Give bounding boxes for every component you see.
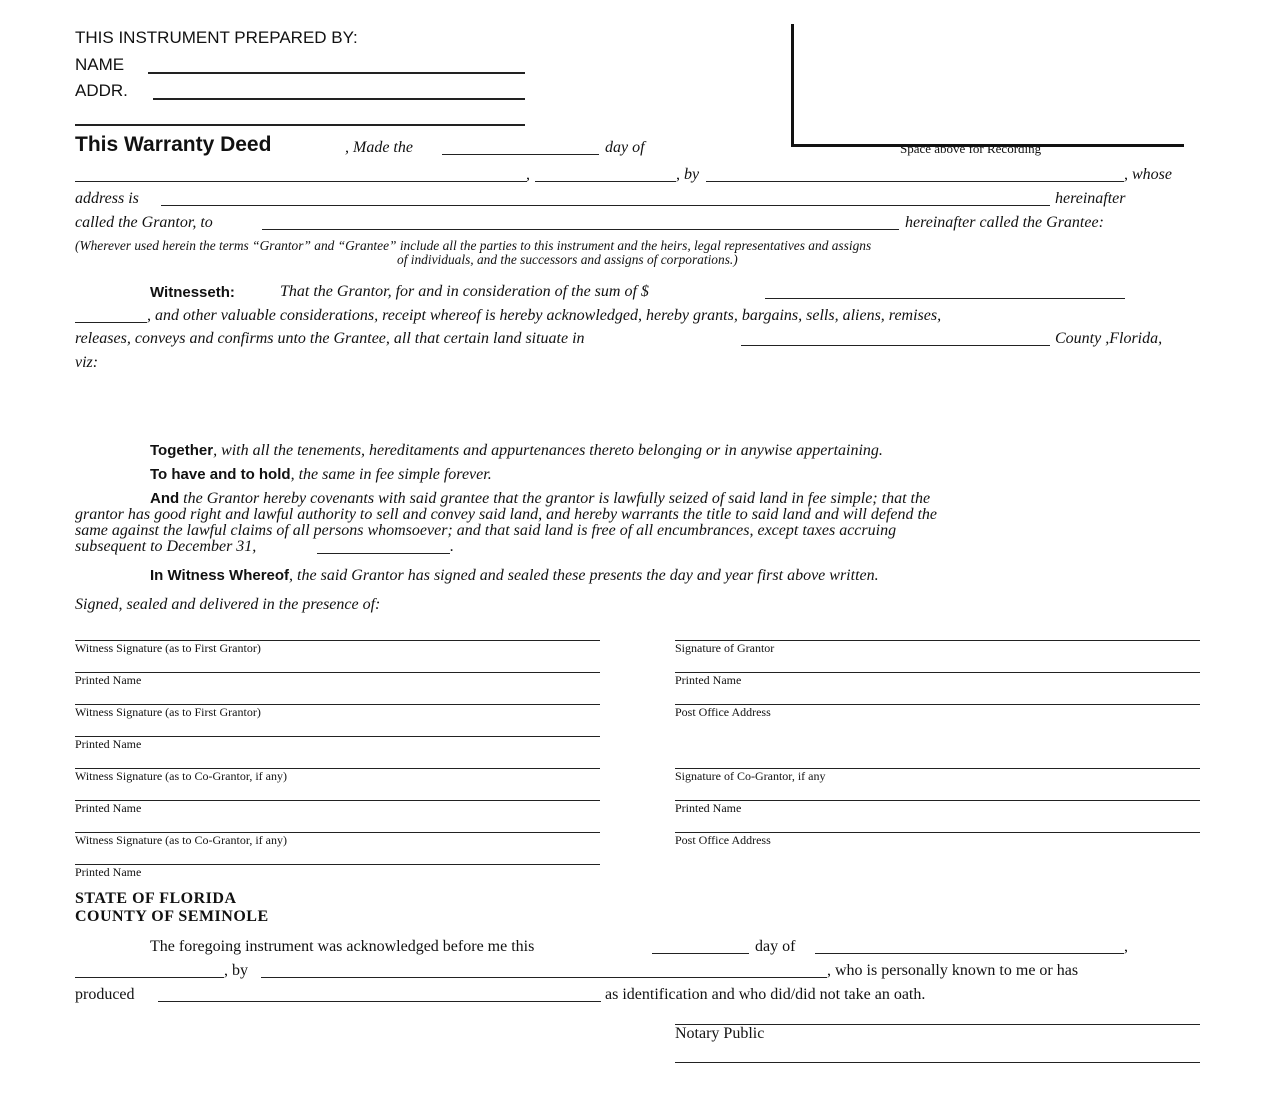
by-text: , by — [676, 166, 700, 183]
ack-produced-text: produced — [75, 986, 135, 1003]
and-line-2: grantor has good right and lawful authority to sell and convey said land, and hereby warrants the title to said land and will defend the — [75, 506, 938, 523]
grantor-address-label: Post Office Address — [675, 705, 771, 719]
notary-public-label: Notary Public — [675, 1025, 765, 1042]
made-day-field[interactable] — [442, 154, 599, 155]
whose-text: , whose — [1124, 166, 1172, 183]
address-is-text: address is — [75, 190, 139, 207]
and-heading: And — [150, 490, 180, 507]
recording-box-label: Space above for Recording — [900, 141, 1042, 156]
grantor-signature-label: Signature of Grantor — [675, 641, 775, 655]
signed-sealed-text: Signed, sealed and delivered in the presence of: — [75, 596, 381, 613]
december-year-field[interactable] — [317, 553, 450, 554]
hereinafter-text: hereinafter — [1055, 190, 1126, 207]
tohave-heading: To have and to hold — [150, 466, 291, 483]
hereinafter-grantee-text: hereinafter called the Grantee: — [905, 214, 1104, 231]
name-field-line[interactable] — [148, 72, 525, 74]
and-line-3: same against the lawful claims of all persons whomsoever; and that said land is free of all encumbrances, except taxes accruing — [75, 522, 897, 539]
called-grantor-text: called the Grantor, to — [75, 214, 213, 231]
witness-4-printed-line[interactable] — [75, 864, 600, 865]
day-of-text: day of — [605, 139, 645, 156]
grantor-year-field[interactable] — [535, 181, 676, 182]
ack-known-text: , who is personally known to me or has — [827, 962, 1079, 979]
witness-4-signature-label: Witness Signature (as to Co-Grantor, if any) — [75, 833, 287, 847]
witness-1-printed-line[interactable] — [75, 672, 600, 673]
viz-text: viz: — [75, 354, 99, 371]
grantor-printed-line[interactable] — [675, 672, 1200, 673]
county-florida-text: County ,Florida, — [1055, 330, 1163, 347]
ack-day-of-text: day of — [755, 938, 796, 955]
cograntor-printed-line[interactable] — [675, 800, 1200, 801]
by-field[interactable] — [706, 181, 1124, 182]
definition-line-2: of individuals, and the successors and assigns of corporations.) — [397, 252, 738, 267]
and-line-1: the Grantor hereby covenants with said grantee that the grantor is lawfully seized of said land in fee simple; that the — [183, 490, 931, 507]
witnesseth-line-2: , and other valuable considerations, receipt whereof is hereby acknowledged, hereby grants, bargains, sells, aliens, remises, — [147, 307, 942, 324]
cograntor-printed-label: Printed Name — [675, 801, 742, 815]
together-heading: Together — [150, 442, 214, 459]
recording-box — [791, 24, 1184, 147]
consideration-cents-field[interactable] — [75, 322, 147, 323]
witness-2-printed-line[interactable] — [75, 736, 600, 737]
ack-identification-field[interactable] — [158, 1001, 601, 1002]
together-text: , with all the tenements, hereditaments and appurtenances thereto belonging or in anywise appertaining. — [213, 442, 883, 459]
made-the-text: , Made the — [345, 139, 413, 156]
tohave-text: , the same in fee simple forever. — [290, 466, 492, 483]
name-label: NAME — [75, 55, 125, 74]
state-heading: STATE OF FLORIDA — [75, 890, 237, 907]
witness-3-signature-label: Witness Signature (as to Co-Grantor, if any) — [75, 769, 287, 783]
witness-2-signature-label: Witness Signature (as to First Grantor) — [75, 705, 261, 719]
witness-1-printed-label: Printed Name — [75, 673, 142, 687]
ack-comma-text: , — [1124, 938, 1128, 955]
and-line-4: subsequent to December 31, — [75, 538, 257, 555]
inwitness-heading: In Witness Whereof — [150, 567, 290, 584]
inwitness-text: , the said Grantor has signed and sealed these presents the day and year first above written. — [289, 567, 879, 584]
witnesseth-line-3: releases, conveys and confirms unto the Grantee, all that certain land situate in — [75, 330, 585, 347]
witness-3-printed-label: Printed Name — [75, 801, 142, 815]
ack-year-field[interactable] — [75, 977, 224, 978]
witness-2-printed-label: Printed Name — [75, 737, 142, 751]
deed-title: This Warranty Deed — [75, 133, 272, 156]
grantee-field[interactable] — [262, 229, 899, 230]
period-text: . — [450, 538, 454, 555]
consideration-amount-field[interactable] — [765, 298, 1125, 299]
tohave-clause — [150, 466, 492, 484]
ack-day-field[interactable] — [652, 953, 749, 954]
addr-label: ADDR. — [75, 81, 128, 100]
ack-by-text: , by — [224, 962, 248, 979]
county-field[interactable] — [741, 345, 1050, 346]
comma-text-1: , — [526, 166, 530, 183]
ack-month-field[interactable] — [815, 953, 1124, 954]
witness-3-printed-line[interactable] — [75, 800, 600, 801]
addr-field-line-2[interactable] — [75, 124, 525, 126]
prepared-by-heading: THIS INSTRUMENT PREPARED BY: — [75, 28, 358, 47]
notary-printed-line[interactable] — [675, 1062, 1200, 1063]
ack-text-1: The foregoing instrument was acknowledged before me this — [150, 938, 535, 955]
grantor-name-field[interactable] — [75, 181, 527, 182]
grantor-printed-label: Printed Name — [675, 673, 742, 687]
county-heading: COUNTY OF SEMINOLE — [75, 908, 269, 925]
cograntor-signature-label: Signature of Co-Grantor, if any — [675, 769, 826, 783]
ack-identification-text: as identification and who did/did not take an oath. — [605, 986, 926, 1003]
together-clause — [150, 442, 883, 460]
definition-line-1: (Wherever used herein the terms “Grantor” and “Grantee” include all the parties to this instrument and the heirs, legal representatives and assigns — [75, 238, 872, 253]
witness-1-signature-label: Witness Signature (as to First Grantor) — [75, 641, 261, 655]
grantor-address-field[interactable] — [161, 205, 1050, 206]
witnesseth-line-1: That the Grantor, for and in consideration of the sum of $ — [280, 283, 649, 300]
addr-field-line-1[interactable] — [153, 98, 525, 100]
witnesseth-heading: Witnesseth: — [150, 284, 235, 301]
cograntor-address-label: Post Office Address — [675, 833, 771, 847]
inwitness-clause — [150, 567, 879, 585]
witness-4-printed-label: Printed Name — [75, 865, 142, 879]
ack-person-field[interactable] — [261, 977, 827, 978]
